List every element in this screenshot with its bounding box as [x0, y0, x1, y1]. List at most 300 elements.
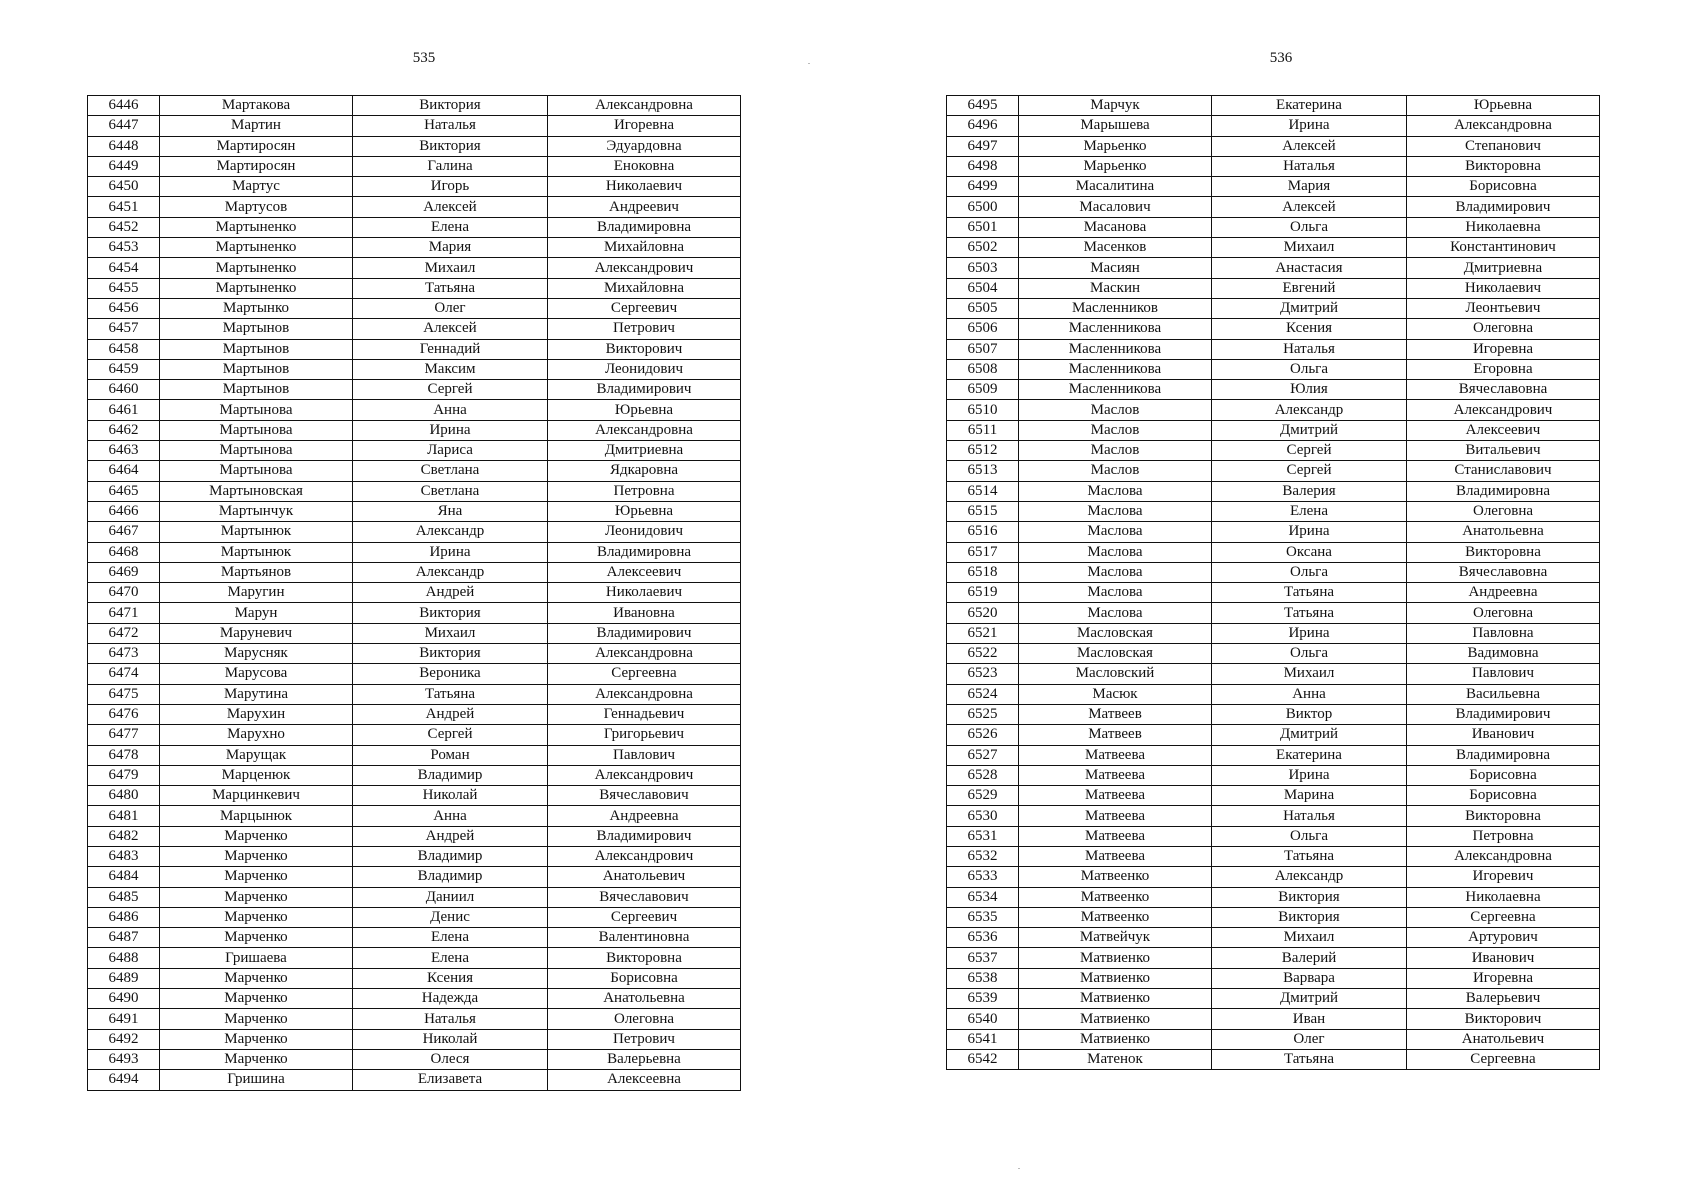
cell-last-name: Мартынов — [160, 319, 353, 339]
cell-number: 6462 — [88, 420, 160, 440]
cell-last-name: Маслова — [1019, 481, 1212, 501]
table-row — [88, 278, 741, 298]
cell-patronymic: Валерьевна — [548, 1049, 741, 1069]
table-row — [88, 623, 741, 643]
cell-first-name: Виктория — [353, 603, 548, 623]
cell-patronymic: Алексеевич — [1407, 420, 1600, 440]
cell-first-name: Дмитрий — [1212, 725, 1407, 745]
page-number-left: 535 — [412, 50, 436, 66]
table-row — [88, 380, 741, 400]
cell-patronymic: Андреевна — [548, 806, 741, 826]
cell-last-name: Марьенко — [1019, 136, 1212, 156]
cell-first-name: Лариса — [353, 441, 548, 461]
cell-first-name: Марина — [1212, 786, 1407, 806]
cell-last-name: Мартыненко — [160, 217, 353, 237]
cell-patronymic: Викторовна — [1407, 806, 1600, 826]
table-row — [947, 623, 1600, 643]
cell-patronymic: Витальевич — [1407, 441, 1600, 461]
cell-first-name: Наталья — [353, 116, 548, 136]
cell-patronymic: Игоревна — [1407, 968, 1600, 988]
cell-number: 6503 — [947, 258, 1019, 278]
cell-first-name: Татьяна — [1212, 846, 1407, 866]
cell-first-name: Дмитрий — [1212, 420, 1407, 440]
cell-last-name: Масалитина — [1019, 177, 1212, 197]
cell-number: 6540 — [947, 1009, 1019, 1029]
cell-number: 6512 — [947, 441, 1019, 461]
cell-first-name: Екатерина — [1212, 96, 1407, 116]
cell-first-name: Андрей — [353, 704, 548, 724]
cell-number: 6482 — [88, 826, 160, 846]
cell-number: 6471 — [88, 603, 160, 623]
cell-first-name: Светлана — [353, 481, 548, 501]
table-row — [88, 542, 741, 562]
cell-number: 6479 — [88, 765, 160, 785]
cell-number: 6476 — [88, 704, 160, 724]
cell-last-name: Масюк — [1019, 684, 1212, 704]
cell-patronymic: Петрович — [548, 1029, 741, 1049]
cell-last-name: Масленников — [1019, 298, 1212, 318]
table-row — [88, 1070, 741, 1090]
cell-patronymic: Викторовна — [548, 948, 741, 968]
table-row — [88, 1009, 741, 1029]
cell-last-name: Мартынова — [160, 420, 353, 440]
cell-patronymic: Юрьевна — [548, 501, 741, 521]
cell-number: 6535 — [947, 907, 1019, 927]
table-row — [947, 238, 1600, 258]
table-row — [88, 644, 741, 664]
scan-speck — [1018, 1168, 1020, 1169]
cell-last-name: Маслова — [1019, 542, 1212, 562]
cell-first-name: Вероника — [353, 664, 548, 684]
cell-first-name: Галина — [353, 156, 548, 176]
cell-first-name: Оксана — [1212, 542, 1407, 562]
cell-first-name: Михаил — [353, 623, 548, 643]
table-row — [947, 156, 1600, 176]
cell-first-name: Татьяна — [1212, 583, 1407, 603]
table-row — [947, 1009, 1600, 1029]
table-row — [88, 684, 741, 704]
cell-patronymic: Николаевич — [548, 177, 741, 197]
cell-number: 6529 — [947, 786, 1019, 806]
table-row — [947, 867, 1600, 887]
cell-first-name: Елена — [353, 948, 548, 968]
cell-patronymic: Петрович — [548, 319, 741, 339]
cell-number: 6496 — [947, 116, 1019, 136]
cell-last-name: Масленникова — [1019, 319, 1212, 339]
cell-first-name: Владимир — [353, 765, 548, 785]
cell-last-name: Масленникова — [1019, 359, 1212, 379]
cell-last-name: Марусова — [160, 664, 353, 684]
cell-first-name: Сергей — [1212, 441, 1407, 461]
cell-number: 6520 — [947, 603, 1019, 623]
scan-speck — [808, 63, 810, 64]
cell-patronymic: Владимирович — [548, 380, 741, 400]
cell-number: 6495 — [947, 96, 1019, 116]
cell-patronymic: Борисовна — [548, 968, 741, 988]
table-row — [947, 684, 1600, 704]
table-row — [947, 177, 1600, 197]
cell-last-name: Марцынюк — [160, 806, 353, 826]
cell-number: 6515 — [947, 501, 1019, 521]
cell-number: 6490 — [88, 989, 160, 1009]
cell-patronymic: Вячеславовна — [1407, 380, 1600, 400]
page-number-right: 536 — [1269, 50, 1293, 66]
cell-patronymic: Владимировна — [548, 217, 741, 237]
cell-patronymic: Сергеевна — [1407, 907, 1600, 927]
table-row — [88, 156, 741, 176]
cell-patronymic: Александрович — [548, 258, 741, 278]
cell-number: 6492 — [88, 1029, 160, 1049]
cell-patronymic: Николаевна — [1407, 887, 1600, 907]
cell-patronymic: Валентиновна — [548, 928, 741, 948]
cell-patronymic: Викторович — [548, 339, 741, 359]
cell-last-name: Масиян — [1019, 258, 1212, 278]
cell-first-name: Елена — [353, 928, 548, 948]
cell-patronymic: Игоревич — [1407, 867, 1600, 887]
cell-last-name: Марченко — [160, 887, 353, 907]
table-row — [88, 1029, 741, 1049]
cell-number: 6533 — [947, 867, 1019, 887]
cell-patronymic: Борисовна — [1407, 765, 1600, 785]
cell-number: 6506 — [947, 319, 1019, 339]
cell-patronymic: Анатольевич — [1407, 1029, 1600, 1049]
cell-patronymic: Викторовна — [1407, 156, 1600, 176]
cell-patronymic: Анатольевна — [548, 989, 741, 1009]
table-row — [947, 319, 1600, 339]
table-row — [947, 806, 1600, 826]
table-row — [947, 461, 1600, 481]
cell-first-name: Виктория — [353, 96, 548, 116]
cell-last-name: Марухин — [160, 704, 353, 724]
cell-last-name: Матвиенко — [1019, 1029, 1212, 1049]
cell-number: 6450 — [88, 177, 160, 197]
cell-last-name: Марухно — [160, 725, 353, 745]
table-row — [88, 826, 741, 846]
cell-number: 6487 — [88, 928, 160, 948]
cell-first-name: Александр — [353, 522, 548, 542]
cell-number: 6539 — [947, 989, 1019, 1009]
cell-number: 6457 — [88, 319, 160, 339]
cell-patronymic: Анатольевна — [1407, 522, 1600, 542]
cell-patronymic: Артурович — [1407, 928, 1600, 948]
cell-patronymic: Александровна — [548, 684, 741, 704]
cell-first-name: Денис — [353, 907, 548, 927]
cell-last-name: Мартынов — [160, 339, 353, 359]
cell-number: 6538 — [947, 968, 1019, 988]
cell-patronymic: Геннадьевич — [548, 704, 741, 724]
cell-last-name: Матвеев — [1019, 725, 1212, 745]
table-row — [947, 542, 1600, 562]
cell-first-name: Дмитрий — [1212, 989, 1407, 1009]
cell-last-name: Марценюк — [160, 765, 353, 785]
cell-first-name: Михаил — [353, 258, 548, 278]
table-row — [88, 928, 741, 948]
cell-last-name: Мартин — [160, 116, 353, 136]
table-row — [947, 664, 1600, 684]
cell-number: 6466 — [88, 501, 160, 521]
cell-last-name: Мартынко — [160, 298, 353, 318]
cell-patronymic: Андреевна — [1407, 583, 1600, 603]
cell-last-name: Мартус — [160, 177, 353, 197]
cell-first-name: Виктория — [353, 644, 548, 664]
cell-patronymic: Викторовна — [1407, 542, 1600, 562]
cell-last-name: Мартынюк — [160, 522, 353, 542]
cell-last-name: Гришина — [160, 1070, 353, 1090]
cell-last-name: Мартынов — [160, 380, 353, 400]
table-row — [88, 806, 741, 826]
cell-last-name: Марущак — [160, 745, 353, 765]
table-row — [947, 989, 1600, 1009]
cell-patronymic: Григорьевич — [548, 725, 741, 745]
cell-last-name: Масенков — [1019, 238, 1212, 258]
cell-first-name: Татьяна — [353, 684, 548, 704]
cell-last-name: Матвиенко — [1019, 948, 1212, 968]
cell-first-name: Анна — [353, 400, 548, 420]
cell-last-name: Маругин — [160, 583, 353, 603]
cell-number: 6517 — [947, 542, 1019, 562]
cell-last-name: Маслова — [1019, 522, 1212, 542]
cell-number: 6528 — [947, 765, 1019, 785]
cell-first-name: Александр — [1212, 867, 1407, 887]
table-row — [947, 826, 1600, 846]
cell-last-name: Марченко — [160, 846, 353, 866]
table-row — [88, 562, 741, 582]
table-row — [88, 664, 741, 684]
cell-number: 6530 — [947, 806, 1019, 826]
table-row — [947, 441, 1600, 461]
roster-table-left — [87, 95, 741, 1091]
cell-first-name: Даниил — [353, 887, 548, 907]
table-row — [88, 96, 741, 116]
cell-patronymic: Дмитриевна — [1407, 258, 1600, 278]
table-row — [88, 765, 741, 785]
cell-last-name: Марченко — [160, 826, 353, 846]
cell-patronymic: Владимирович — [1407, 704, 1600, 724]
cell-first-name: Наталья — [1212, 339, 1407, 359]
cell-first-name: Ольга — [1212, 359, 1407, 379]
cell-number: 6518 — [947, 562, 1019, 582]
cell-number: 6469 — [88, 562, 160, 582]
cell-last-name: Масленникова — [1019, 339, 1212, 359]
cell-patronymic: Юрьевна — [1407, 96, 1600, 116]
table-row — [88, 989, 741, 1009]
cell-last-name: Матвеева — [1019, 826, 1212, 846]
cell-patronymic: Борисовна — [1407, 177, 1600, 197]
table-row — [88, 116, 741, 136]
cell-first-name: Олег — [1212, 1029, 1407, 1049]
cell-number: 6527 — [947, 745, 1019, 765]
cell-number: 6451 — [88, 197, 160, 217]
cell-patronymic: Петровна — [548, 481, 741, 501]
cell-patronymic: Владимирович — [548, 826, 741, 846]
cell-number: 6480 — [88, 786, 160, 806]
cell-number: 6447 — [88, 116, 160, 136]
cell-patronymic: Александрович — [548, 846, 741, 866]
cell-first-name: Игорь — [353, 177, 548, 197]
table-row — [88, 441, 741, 461]
table-row — [947, 968, 1600, 988]
cell-patronymic: Игоревна — [1407, 339, 1600, 359]
cell-first-name: Ольга — [1212, 562, 1407, 582]
table-row — [947, 339, 1600, 359]
cell-last-name: Марченко — [160, 928, 353, 948]
cell-last-name: Марун — [160, 603, 353, 623]
cell-first-name: Ирина — [353, 542, 548, 562]
cell-number: 6534 — [947, 887, 1019, 907]
cell-last-name: Маслов — [1019, 441, 1212, 461]
cell-number: 6485 — [88, 887, 160, 907]
cell-patronymic: Андреевич — [548, 197, 741, 217]
cell-number: 6510 — [947, 400, 1019, 420]
cell-last-name: Маслов — [1019, 461, 1212, 481]
cell-number: 6497 — [947, 136, 1019, 156]
cell-last-name: Мартьянов — [160, 562, 353, 582]
table-row — [947, 420, 1600, 440]
cell-first-name: Ирина — [1212, 116, 1407, 136]
cell-patronymic: Павловна — [1407, 623, 1600, 643]
cell-number: 6505 — [947, 298, 1019, 318]
cell-number: 6486 — [88, 907, 160, 927]
cell-first-name: Сергей — [353, 380, 548, 400]
cell-first-name: Геннадий — [353, 339, 548, 359]
cell-first-name: Ольга — [1212, 217, 1407, 237]
cell-first-name: Олеся — [353, 1049, 548, 1069]
cell-first-name: Михаил — [1212, 664, 1407, 684]
cell-last-name: Марутина — [160, 684, 353, 704]
cell-first-name: Николай — [353, 1029, 548, 1049]
table-row — [947, 786, 1600, 806]
cell-number: 6491 — [88, 1009, 160, 1029]
cell-last-name: Марцинкевич — [160, 786, 353, 806]
cell-first-name: Ирина — [1212, 522, 1407, 542]
cell-last-name: Мартусов — [160, 197, 353, 217]
table-row — [947, 136, 1600, 156]
cell-number: 6542 — [947, 1049, 1019, 1069]
cell-patronymic: Павлович — [548, 745, 741, 765]
cell-first-name: Михаил — [1212, 238, 1407, 258]
table-row — [88, 603, 741, 623]
cell-last-name: Марусняк — [160, 644, 353, 664]
cell-patronymic: Петровна — [1407, 826, 1600, 846]
cell-first-name: Александр — [353, 562, 548, 582]
table-row — [88, 786, 741, 806]
cell-last-name: Марченко — [160, 867, 353, 887]
cell-first-name: Александр — [1212, 400, 1407, 420]
cell-last-name: Масловский — [1019, 664, 1212, 684]
cell-last-name: Мартынова — [160, 441, 353, 461]
cell-first-name: Анастасия — [1212, 258, 1407, 278]
cell-number: 6524 — [947, 684, 1019, 704]
cell-patronymic: Алексеевич — [548, 562, 741, 582]
table-row — [947, 907, 1600, 927]
cell-patronymic: Игоревна — [548, 116, 741, 136]
cell-number: 6508 — [947, 359, 1019, 379]
cell-last-name: Матвеева — [1019, 786, 1212, 806]
cell-last-name: Масловская — [1019, 644, 1212, 664]
cell-first-name: Ирина — [353, 420, 548, 440]
cell-number: 6477 — [88, 725, 160, 745]
cell-first-name: Виктор — [1212, 704, 1407, 724]
cell-number: 6531 — [947, 826, 1019, 846]
cell-number: 6493 — [88, 1049, 160, 1069]
cell-number: 6461 — [88, 400, 160, 420]
table-row — [88, 238, 741, 258]
cell-patronymic: Викторович — [1407, 1009, 1600, 1029]
table-row — [88, 1049, 741, 1069]
cell-number: 6522 — [947, 644, 1019, 664]
cell-patronymic: Сергеевна — [1407, 1049, 1600, 1069]
cell-patronymic: Вячеславович — [548, 786, 741, 806]
cell-number: 6467 — [88, 522, 160, 542]
cell-patronymic: Вячеславовна — [1407, 562, 1600, 582]
cell-first-name: Юлия — [1212, 380, 1407, 400]
cell-last-name: Маслова — [1019, 501, 1212, 521]
cell-first-name: Татьяна — [1212, 1049, 1407, 1069]
table-row — [947, 522, 1600, 542]
table-row — [947, 197, 1600, 217]
table-row — [88, 177, 741, 197]
cell-patronymic: Михайловна — [548, 278, 741, 298]
table-row — [947, 400, 1600, 420]
table-row — [88, 481, 741, 501]
cell-first-name: Алексей — [353, 319, 548, 339]
cell-last-name: Мартынова — [160, 400, 353, 420]
table-row — [88, 258, 741, 278]
cell-number: 6484 — [88, 867, 160, 887]
cell-last-name: Матвеев — [1019, 704, 1212, 724]
cell-number: 6500 — [947, 197, 1019, 217]
table-row — [947, 704, 1600, 724]
cell-last-name: Матвейчук — [1019, 928, 1212, 948]
table-row — [88, 968, 741, 988]
cell-patronymic: Егоровна — [1407, 359, 1600, 379]
cell-first-name: Андрей — [353, 583, 548, 603]
cell-first-name: Наталья — [1212, 156, 1407, 176]
cell-number: 6509 — [947, 380, 1019, 400]
cell-number: 6541 — [947, 1029, 1019, 1049]
cell-number: 6454 — [88, 258, 160, 278]
table-row — [88, 846, 741, 866]
cell-last-name: Матвиенко — [1019, 968, 1212, 988]
cell-patronymic: Александровна — [548, 420, 741, 440]
table-row — [947, 217, 1600, 237]
cell-last-name: Марченко — [160, 989, 353, 1009]
cell-last-name: Мартиросян — [160, 156, 353, 176]
cell-number: 6455 — [88, 278, 160, 298]
cell-last-name: Маслов — [1019, 400, 1212, 420]
table-row — [947, 96, 1600, 116]
cell-number: 6453 — [88, 238, 160, 258]
cell-last-name: Марчук — [1019, 96, 1212, 116]
cell-number: 6460 — [88, 380, 160, 400]
cell-number: 6513 — [947, 461, 1019, 481]
cell-first-name: Николай — [353, 786, 548, 806]
cell-first-name: Иван — [1212, 1009, 1407, 1029]
cell-patronymic: Дмитриевна — [548, 441, 741, 461]
table-row — [88, 339, 741, 359]
cell-last-name: Масалович — [1019, 197, 1212, 217]
cell-first-name: Максим — [353, 359, 548, 379]
cell-number: 6465 — [88, 481, 160, 501]
table-row — [947, 846, 1600, 866]
cell-last-name: Маслов — [1019, 420, 1212, 440]
table-row — [88, 948, 741, 968]
cell-first-name: Виктория — [1212, 907, 1407, 927]
cell-patronymic: Валерьевич — [1407, 989, 1600, 1009]
cell-first-name: Елизавета — [353, 1070, 548, 1090]
cell-patronymic: Олеговна — [548, 1009, 741, 1029]
cell-number: 6526 — [947, 725, 1019, 745]
